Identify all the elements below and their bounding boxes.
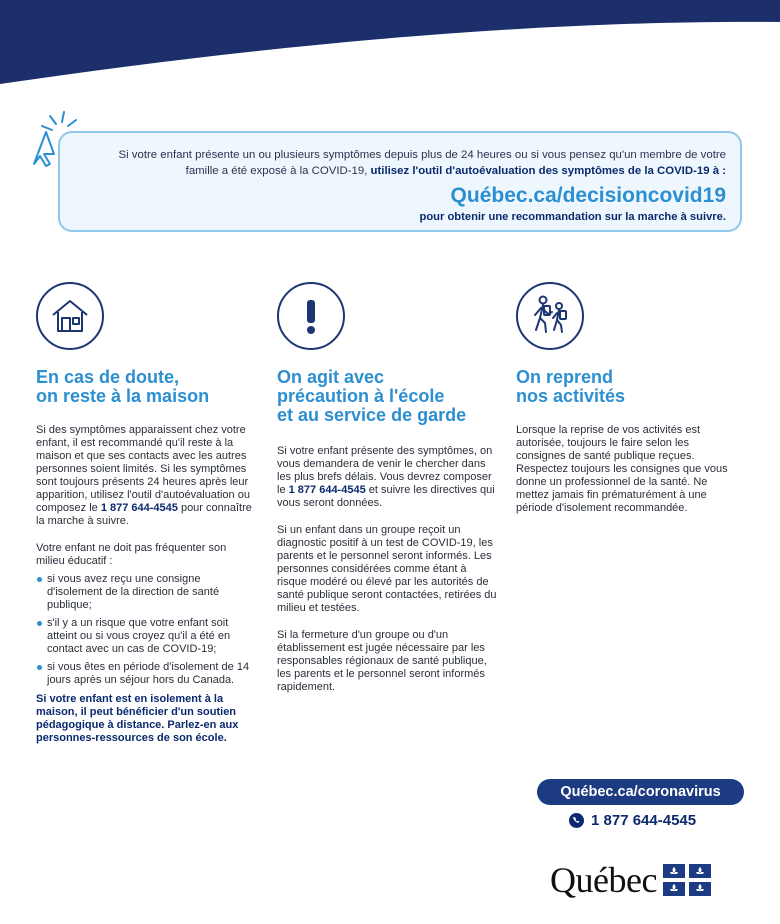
phone-number[interactable]: 1 877 644-4545: [288, 484, 366, 496]
callout-intro: [84, 147, 726, 179]
paragraph: Si des symptômes apparaissent chez votre enfant, il est recommandé qu'il reste à la maison et que ses contacts avec les autres personnes soient limités. Si les symptômes sont toujours présents 24 heures après leur apparition, utilisez l'outil d'autoévaluation ou composez le 1 877 644-4545 pour connaître la marche à suivre.: [36, 424, 252, 527]
coronavirus-link-button[interactable]: Québec.ca/coronavirus: [537, 779, 744, 805]
self-assessment-callout: [58, 131, 742, 232]
whatsapp-phone-icon: [568, 812, 585, 829]
hikers-icon: [526, 292, 574, 340]
callout-after-text: pour obtenir une recommandation sur la marche à suivre.: [419, 211, 726, 223]
list-item: s'il y a un risque que votre enfant soit atteint ou si vous croyez qu'il a été en contact avec un cas de COVID-19;: [36, 617, 256, 656]
top-wave-banner: [0, 0, 780, 90]
phone-line[interactable]: [568, 810, 696, 830]
column-title: On reprend nos activités: [516, 367, 626, 406]
hikers-icon-circle: [516, 282, 584, 350]
decisioncovid-link[interactable]: Québec.ca/decisioncovid19: [450, 184, 726, 207]
house-icon-circle: [36, 282, 104, 350]
quebec-wordmark: Québec: [550, 860, 657, 900]
exclamation-icon: [296, 294, 326, 338]
quebec-flag-icon: [663, 864, 711, 896]
phone-number[interactable]: 1 877 644-4545: [100, 502, 178, 514]
list-item: si vous êtes en période d'isolement de 14 jours après un séjour hors du Canada.: [36, 661, 256, 687]
callout-intro-text: Si votre enfant présente un ou plusieurs symptômes depuis plus de 24 heures ou si vous pensez qu'un membre de votre famille a été exposé à la COVID-19,: [118, 149, 726, 177]
callout-intro-bold: utilisez l'outil d'autoévaluation des symptômes de la COVID-19 à :: [370, 165, 726, 177]
column-title: En cas de doute, on reste à la maison: [36, 367, 210, 406]
bullet-list: [36, 573, 256, 687]
remote-support-note: Si votre enfant est en isolement à la maison, il peut bénéficier d'un soutien pédagogique à distance. Parlez-en aux personnes-ressources de son école.: [36, 693, 239, 744]
column-stay-home: [36, 282, 256, 745]
paragraph: Votre enfant ne doit pas fréquenter son milieu éducatif :: [36, 542, 227, 567]
list-item: si vous avez reçu une consigne d'isolement de la direction de santé publique;: [36, 573, 256, 612]
house-icon: [48, 294, 92, 338]
paragraph: Si la fermeture d'un groupe ou d'un établissement est jugée nécessaire par les responsables régionaux de santé publique, les parents et le personnel seront informés rapidement.: [277, 629, 487, 693]
column-resume-activities: [516, 282, 736, 515]
paragraph: Si votre enfant présente des symptômes, on vous demandera de venir le chercher dans les plus brefs délais. Vous devrez composer le 1 877 644-4545 et suivre les directives qui vous seront données.: [277, 445, 495, 509]
quebec-logo: [550, 856, 711, 904]
exclamation-icon-circle: [277, 282, 345, 350]
phone-number: 1 877 644-4545: [591, 811, 697, 829]
column-school-precaution: [277, 282, 497, 694]
column-title: On agit avec précaution à l'école et au service de garde: [277, 367, 467, 425]
paragraph: Si un enfant dans un groupe reçoit un diagnostic positif à un test de COVID-19, les parents et le personnel seront informés. Les personnes considérées comme étant à risque modéré ou élevé par les autorités de santé publique seront contactées, retirées du milieu et testées.: [277, 524, 497, 614]
paragraph: Lorsque la reprise de vos activités est autorisée, toujours le faire selon les consignes de santé publique reçues. Respectez toujours les consignes que vous donne un professionnel de la santé. Ne mettez jamais fin prématurément à une période d'isolement recommandée.: [516, 424, 728, 514]
